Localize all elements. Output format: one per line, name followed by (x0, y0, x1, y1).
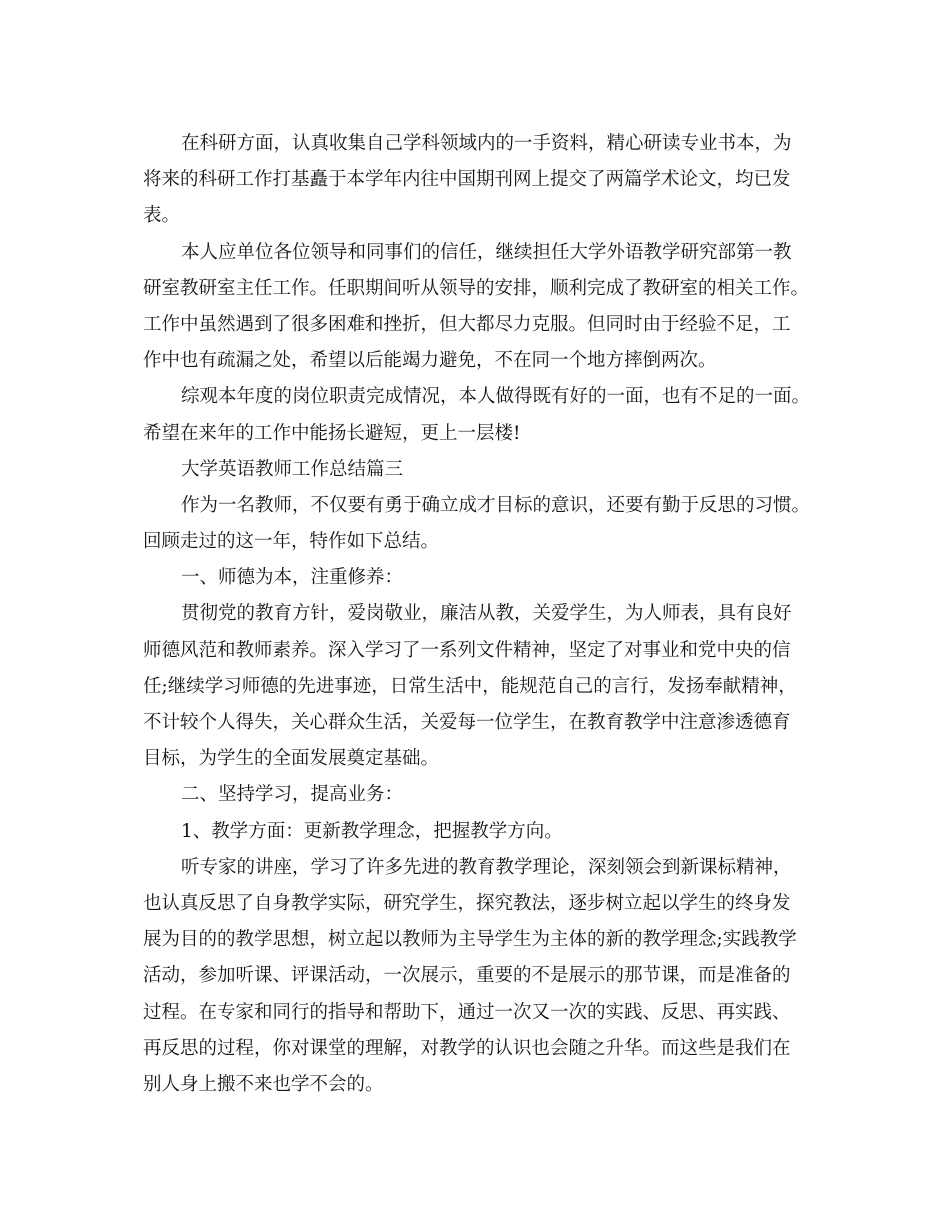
text-line: 作为一名教师，不仅要有勇于确立成才目标的意识，还要有勤于反思的习惯。 (181, 494, 811, 516)
text-line: 回顾走过的这一年，特作如下总结。 (143, 531, 440, 553)
text-line: 再反思的过程，你对课堂的理解，对教学的认识也会随之升华。而这些是我们在 (143, 1037, 791, 1059)
list-item-heading: 1、教学方面：更新教学理念，把握教学方向。 (181, 820, 563, 842)
text-line: 也认真反思了自身教学实际，研究学生，探究教法，逐步树立起以学生的终身发 (143, 892, 791, 914)
text-line: 目标，为学生的全面发展奠定基础。 (143, 748, 440, 770)
subsection-heading: 一、师德为本，注重修养： (181, 567, 404, 589)
text-line: 本人应单位各位领导和同事们的信任，继续担任大学外语教学研究部第一教 (181, 241, 792, 263)
text-line: 过程。在专家和同行的指导和帮助下，通过一次又一次的实践、反思、再实践、 (143, 1001, 791, 1023)
subsection-heading: 二、坚持学习，提高业务： (181, 784, 404, 806)
text-line: 任;继续学习师德的先进事迹，日常生活中，能规范自己的言行，发扬奉献精神， (143, 675, 797, 697)
text-line: 不计较个人得失，关心群众生活，关爱每一位学生，在教育教学中注意渗透德育 (143, 712, 791, 733)
text-line: 贯彻党的教育方针，爱岗敬业，廉洁从教，关爱学生，为人师表，具有良好 (181, 603, 792, 625)
text-line: 作中也有疏漏之处，希望以后能竭力避免，不在同一个地方摔倒两次。 (143, 350, 717, 372)
text-line: 别人身上搬不来也学不会的。 (143, 1073, 384, 1095)
text-line: 希望在来年的工作中能扬长避短，更上一层楼! (143, 422, 521, 444)
text-line: 工作中虽然遇到了很多困难和挫折，但大都尽力克服。但同时由于经验不足，工 (143, 313, 791, 335)
text-line: 在科研方面，认真收集自己学科领域内的一手资料，精心研读专业书本，为 (181, 133, 792, 154)
text-line: 将来的科研工作打基矗于本学年内往中国期刊网上提交了两篇学术论文，均已发 (143, 169, 791, 191)
text-line: 听专家的讲座，学习了许多先进的教育教学理论，深刻领会到新课标精神， (181, 856, 792, 878)
text-line: 展为目的的教学思想，树立起以教师为主导学生为主体的新的教学理念;实践教学 (143, 929, 797, 951)
text-line: 综观本年度的岗位职责完成情况，本人做得既有好的一面，也有不足的一面。 (181, 386, 811, 408)
text-line: 研室教研室主任工作。任职期间听从领导的安排，顺利完成了教研室的相关工作。 (143, 277, 810, 299)
text-line: 活动，参加听课、评课活动，一次展示，重要的不是展示的那节课，而是准备的 (143, 965, 791, 987)
section-heading: 大学英语教师工作总结篇三 (181, 458, 404, 480)
text-line: 表。 (143, 205, 181, 227)
text-line: 师德风范和教师素养。深入学习了一系列文件精神，坚定了对事业和党中央的信 (143, 639, 791, 661)
document-body (143, 126, 813, 1103)
